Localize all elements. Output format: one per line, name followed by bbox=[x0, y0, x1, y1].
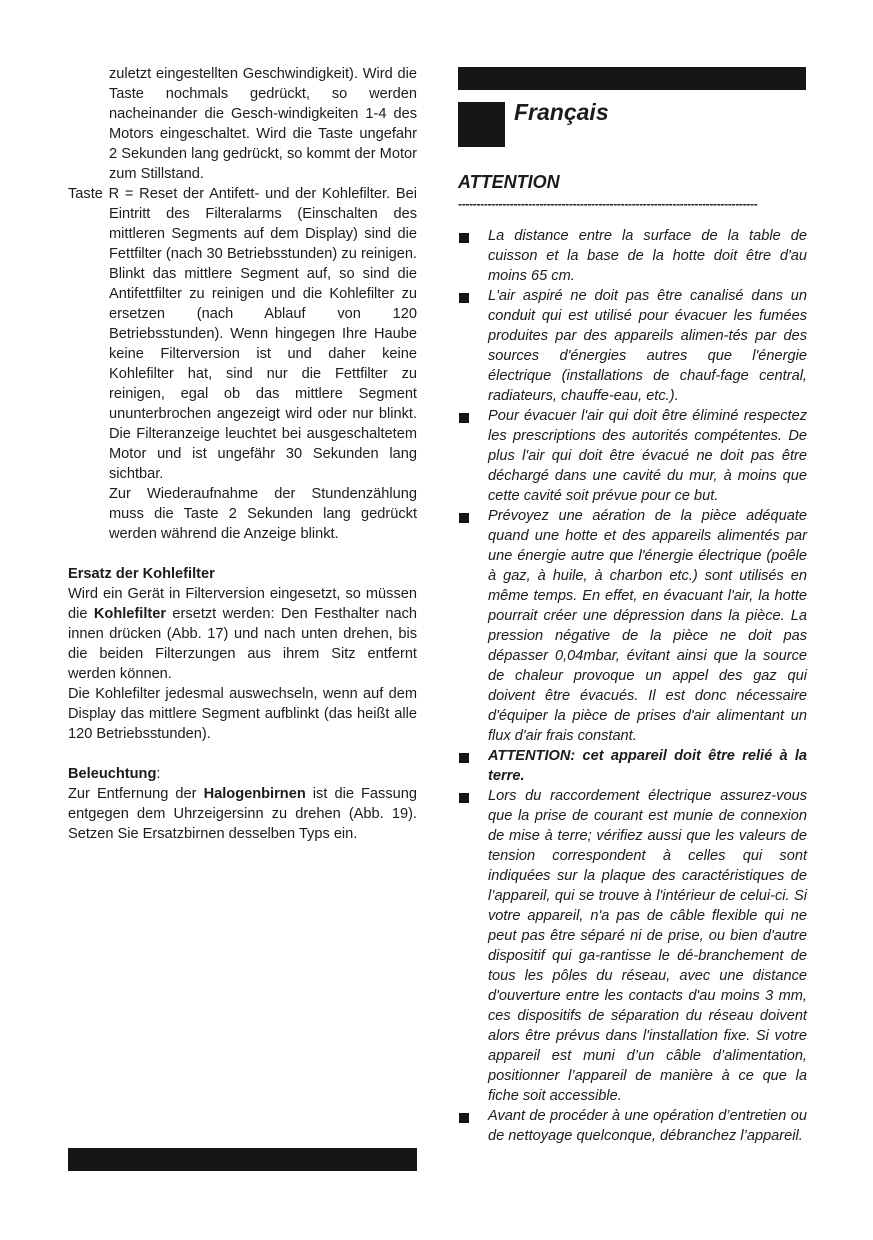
square-bullet-icon bbox=[459, 233, 469, 243]
bullet-item: La distance entre la surface de la table de cuisson et la base de la hotte doit être d'au moins 65 cm. bbox=[458, 226, 807, 286]
attention-bullet-list bbox=[458, 226, 807, 1146]
left-footer-bar bbox=[68, 1148, 417, 1171]
hour-counter-paragraph: Zur Wiederaufnahme der Stundenzählung muss die Taste 2 Sekunden lang gedrückt werden während die Anzeige blinkt. bbox=[109, 486, 417, 542]
square-bullet-icon bbox=[459, 513, 469, 523]
attention-dashed-rule: --------------------------------------------------------------------------------- bbox=[458, 198, 758, 210]
bullet-item: Lors du raccordement électrique assurez-vous que la prise de courant est munie de connexion de mise à terre; vérifiez aussi que les valeurs de tension correspondent à celles qui sont indiquées sur la plaque des caractéristiques de l’appareil, qui se trouve à l'intérieur de celui-ci. Si votre appareil, n'a pas de câble flexible qui ne peut pas être séparé ni de prise, ou bien d'autre dispositif qui ga-rantisse le dé-branchement de tous les pôles du réseau, avec une distance d'ouverture entre les contacts d'au moins 3 mm, ces dispositifs de séparation du réseau doivent alors être prévus dans l'installation fixe. Si votre appareil est muni d’un câble d’alimentation, positionner l’appareil de manière à ce que la fiche soit accessible. bbox=[458, 786, 807, 1106]
bullet-item: Avant de procéder à une opération d’entretien ou de nettoyage quelconque, débranchez l’appareil. bbox=[458, 1106, 807, 1146]
language-title: Français bbox=[514, 99, 609, 125]
carbon-filter-replace-paragraph: Die Kohlefilter jedesmal auswechseln, wenn auf dem Display das mittlere Segment aufblinkt (das heißt alle 120 Betriebsstunden). bbox=[68, 686, 417, 742]
language-marker-block bbox=[458, 102, 505, 147]
square-bullet-icon bbox=[459, 1113, 469, 1123]
square-bullet-icon bbox=[459, 293, 469, 303]
carbon-filter-heading: Ersatz der Kohlefilter bbox=[68, 566, 215, 582]
square-bullet-icon bbox=[459, 413, 469, 423]
lighting-paragraph: Zur Entfernung der Halogenbirnen ist die Fassung entgegen dem Uhrzeigersinn zu drehen (Abb. 19). Setzen Sie Ersatzbirnen desselben Typs ein. bbox=[68, 786, 417, 842]
speed-paragraph: zuletzt eingestellten Geschwindigkeit). Wird die Taste nochmals gedrückt, so werden nacheinander die Gesch-windigkeiten 1-4 des Motors eingeschaltet. Wird die Taste ungefahr 2 Sekunden lang gedrückt, so kommt der Motor zum Stillstand. bbox=[109, 66, 417, 182]
attention-title: ATTENTION bbox=[458, 172, 560, 192]
right-header-bar bbox=[458, 67, 806, 90]
bullet-item: Prévoyez une aération de la pièce adéquate quand une hotte et des appareils alimentés par une énergie autre que l'énergie électrique (poêle à gaz, à huile, à charbon etc.) sont utilisés en même temps. En effet, en évacuant l'air, la hotte pourrait créer une dépression dans la pièce. La pression négative de la pièce ne doit pas dépasser 0,04mbar, évitant ainsi que la source de chaleur provoque un appel des gaz qui doivent être évacués. Il est donc nécessaire d'équiper la pièce de prises d'air alimentant un flux d'air frais constant. bbox=[458, 506, 807, 746]
carbon-filter-paragraph: Wird ein Gerät in Filterversion eingesetzt, so müssen die Kohlefilter ersetzt werden: Den Festhalter nach innen drücken (Abb. 17) und nach unten drehen, bis die beiden Filterzungen aus ihrem Sitz entfernt werden können. bbox=[68, 586, 418, 682]
lighting-heading: Beleuchtung: bbox=[68, 766, 161, 782]
bullet-item: L'air aspiré ne doit pas être canalisé dans un conduit qui est utilisé pour évacuer les fumées produites par des appareils alimen-tés par des sources d'énergies autres que l'énergie électrique (installations de chauf-fage central, radiateurs, chauffe-eau, etc.). bbox=[458, 286, 807, 406]
bullet-item: Pour évacuer l'air qui doit être éliminé respectez les prescriptions des autorités compétentes. De plus l'air qui doit être évacué ne doit pas être déchargé dans une cavité du mur, à moins que cette cavité soit prévue pour ce but. bbox=[458, 406, 807, 506]
square-bullet-icon bbox=[459, 753, 469, 763]
bullet-item: ATTENTION: cet appareil doit être relié à la terre. bbox=[458, 746, 807, 786]
reset-key-paragraph: Taste R = Reset der Antifett- und der Kohlefilter. Bei Eintritt des Filteralarms (Einschalten des mittleren Segments auf dem Display) sind die Fettfilter (nach 30 Betriebsstunden) zu reinigen. Blinkt das mittlere Segment auf, so sind die Antifettfilter zu reinigen und die Kohlefilter zu ersetzen (nach Ablauf von 120 Betriebsstunden). Wenn hingegen Ihre Haube keine Filterversion ist und daher keine Kohlefilter hat, sind nur die Fettfilter zu reinigen, egal ob das mittlere Segment ununterbrochen angezeigt wird oder nur blinkt. Die Filteranzeige leuchtet bei ausgeschaltetem Motor und ist ungefähr 30 Sekunden lang sichtbar. bbox=[68, 186, 417, 482]
square-bullet-icon bbox=[459, 793, 469, 803]
german-column bbox=[68, 64, 417, 844]
